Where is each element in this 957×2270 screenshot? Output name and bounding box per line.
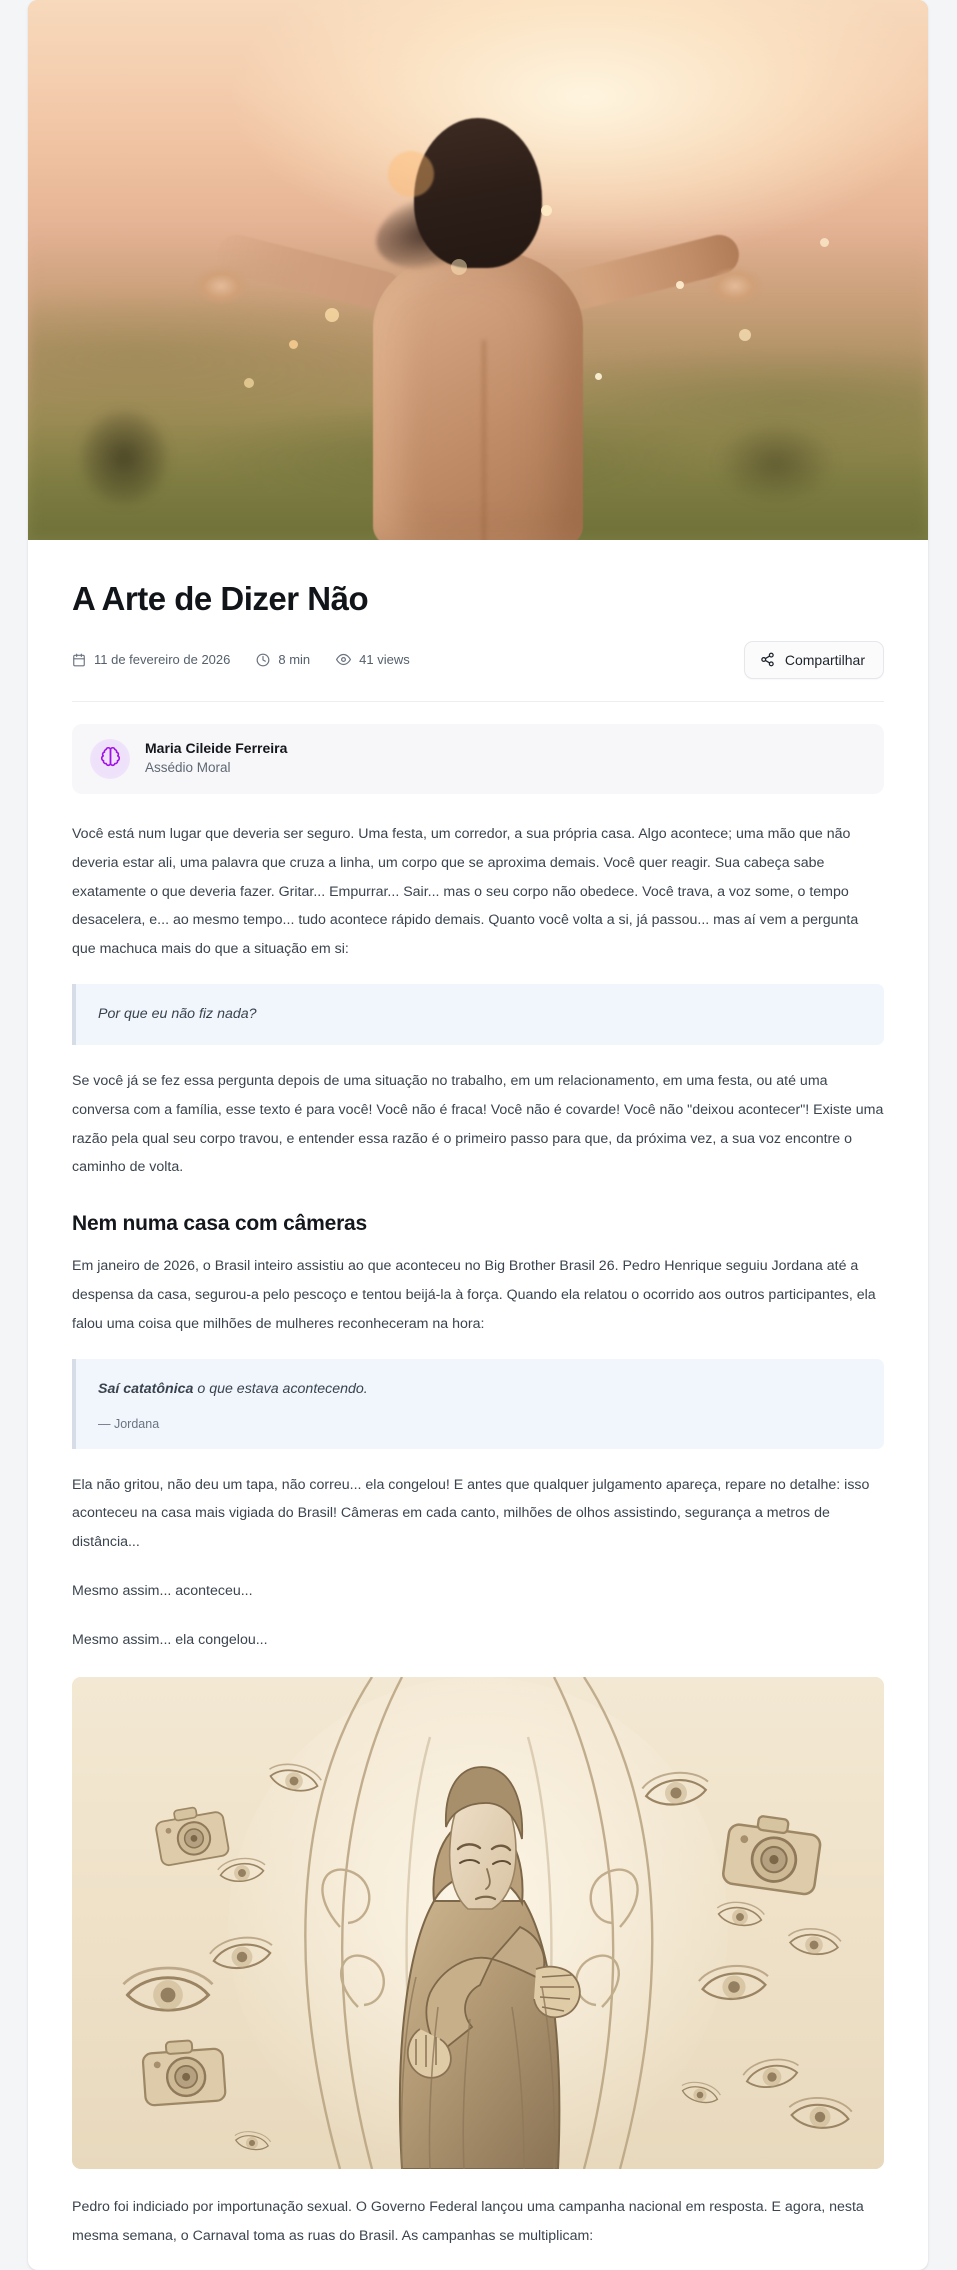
paragraph: Pedro foi indiciado por importunação sexual. O Governo Federal lançou uma campanha nacional em resposta. E agora, nesta mesma semana, o Carnaval toma as ruas do Brasil. As campanhas se multiplicam: [72, 2198, 864, 2244]
calendar-icon [72, 653, 86, 667]
article-meta-row [72, 641, 884, 702]
blockquote-text: Por que eu não fiz nada? [98, 1006, 257, 1023]
hero-figure-hand-left [192, 266, 250, 306]
meta-date-label: 11 de fevereiro de 2026 [94, 652, 231, 668]
article-card [28, 0, 928, 2270]
blockquote-text [98, 1377, 862, 1402]
meta-read-time [256, 652, 310, 667]
paragraph: Se você já se fez essa pergunta depois de uma situação no trabalho, em um relacionamento, em uma festa, ou até uma conversa com a família, esse texto é para você! Você não é fraca! Você não é covarde! Você não "deixou acontecer"! Existe uma razão pela qual seu corpo travou, e entender essa razão é o primeiro passo para que, da próxima vez, a sua voz encontre o caminho de volta. [72, 1072, 884, 1176]
author-role: Assédio Moral [145, 760, 231, 776]
blockquote-citation: — Jordana [98, 1416, 160, 1431]
article-body [28, 540, 928, 2250]
paragraph: Você está num lugar que deveria ser seguro. Uma festa, um corredor, a sua própria casa. Algo acontece; uma mão que não deveria estar ali, uma palavra que cruza a linha, um corpo que se aproxima demais. Você quer reagir. Sua cabeça sabe exatamente o que deveria fazer. Gritar... Empurrar... Sair... mas o seu corpo não obedece. Você trava, a voz some, o tempo desacelera, e... ao mesmo tempo... tudo acontece rápido demais. Quanto você volta a si, já passou... mas aí vem a pergunta que machuca mais do que a situação em si: [72, 825, 859, 958]
page-title: A Arte de Dizer Não [72, 580, 369, 617]
meta-views [336, 652, 410, 667]
paragraph: Ela não gritou, não deu um tapa, não correu... ela congelou! E antes que qualquer julgamento apareça, repare no detalhe: isso aconteceu na casa mais vigiada do Brasil! Câmeras em cada canto, milhões de olhos assistindo, segurança a metros de distância... [72, 1476, 870, 1551]
article-illustration [72, 1677, 884, 2169]
paragraph: Mesmo assim... ela congelou... [72, 1631, 268, 1648]
blockquote-lead: Saí catatônica [98, 1380, 194, 1397]
author-name: Maria Cileide Ferreira [145, 740, 288, 757]
meta-views-label: 41 views [359, 652, 410, 668]
blockquote-rest: o que estava acontecendo. [193, 1380, 368, 1397]
section-heading: Nem numa casa com câmeras [72, 1212, 367, 1236]
hero-figure-coat [373, 250, 583, 540]
eye-icon [336, 652, 351, 667]
blockquote [72, 1359, 884, 1449]
avatar [90, 739, 130, 779]
illustration-wrapper [72, 1677, 884, 2169]
article-meta-items [72, 652, 410, 667]
share-button[interactable] [744, 641, 884, 679]
author-card[interactable] [72, 724, 884, 794]
paragraph: Em janeiro de 2026, o Brasil inteiro assistiu ao que aconteceu no Big Brother Brasil 26. Pedro Henrique seguiu Jordana até a despensa da casa, segurou-a pelo pescoço e tentou beijá-la à força. Quando ela relatou o ocorrido aos outros participantes, ela falou uma coisa que milhões de mulheres reconheceram na hora: [72, 1258, 876, 1332]
share-nodes-icon [760, 652, 775, 667]
meta-read-time-label: 8 min [278, 652, 311, 668]
hero-figure-hand-right [706, 266, 764, 306]
clock-icon [256, 653, 270, 667]
share-button-label: Compartilhar [784, 651, 865, 668]
hero-figure-head [414, 118, 542, 268]
brain-icon [100, 746, 121, 772]
hero-tree-left [64, 399, 184, 529]
author-text [145, 739, 287, 778]
paragraph: Mesmo assim... aconteceu... [72, 1583, 253, 1600]
blockquote [72, 984, 884, 1045]
hero-image [28, 0, 928, 540]
hero-figure [198, 80, 758, 540]
meta-date [72, 652, 230, 667]
